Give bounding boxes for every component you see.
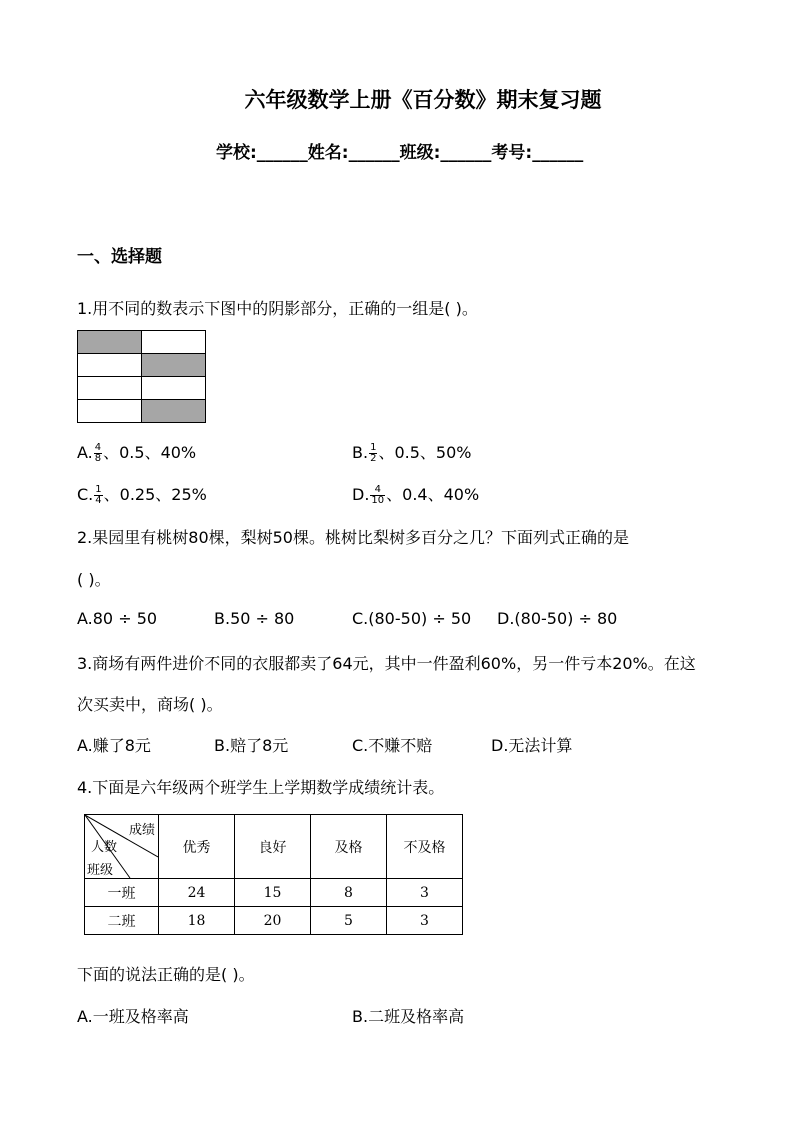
student-info-line: 学校:______姓名:______班级:______考号:______ bbox=[216, 143, 584, 163]
table-cell: 3 bbox=[387, 879, 463, 907]
shaded-grid-figure bbox=[77, 330, 206, 423]
corner-label-mid: 人数 bbox=[91, 840, 118, 855]
question-2-stem-line2: ( )。 bbox=[77, 570, 111, 589]
grid-cell-empty bbox=[78, 377, 142, 400]
option-text: 、0.5、40% bbox=[103, 443, 197, 462]
table-cell: 5 bbox=[311, 907, 387, 935]
grid-cell-empty bbox=[78, 354, 142, 377]
question-4-follow: 下面的说法正确的是( )。 bbox=[77, 965, 255, 984]
option-text: 、0.4、40% bbox=[386, 485, 480, 504]
q2-option-d[interactable]: D.(80-50) ÷ 80 bbox=[497, 609, 618, 628]
table-header: 不及格 bbox=[387, 815, 463, 879]
corner-label-bottom: 班级 bbox=[87, 863, 114, 878]
q4-option-a[interactable]: A.一班及格率高 bbox=[77, 1007, 189, 1026]
q1-option-b[interactable] bbox=[352, 440, 471, 464]
q3-option-b[interactable]: B.赔了8元 bbox=[214, 736, 289, 755]
diagonal-header-cell bbox=[85, 815, 159, 879]
corner-label-top: 成绩 bbox=[129, 823, 156, 838]
grid-cell-empty bbox=[142, 331, 206, 354]
question-2-stem-line1: 2.果园里有桃树80棵，梨树50棵。桃树比梨树多百分之几？下面列式正确的是 bbox=[77, 528, 629, 547]
fraction bbox=[369, 443, 377, 464]
grid-row bbox=[78, 331, 206, 354]
table-cell: 24 bbox=[159, 879, 235, 907]
score-statistics-table bbox=[84, 814, 463, 935]
q1-option-a[interactable] bbox=[77, 440, 196, 464]
grid-cell-shaded bbox=[142, 354, 206, 377]
q3-option-a[interactable]: A.赚了8元 bbox=[77, 736, 151, 755]
grid-cell-shaded bbox=[78, 331, 142, 354]
fraction bbox=[94, 443, 102, 464]
q1-option-d[interactable] bbox=[352, 482, 479, 506]
numerator: 1 bbox=[95, 484, 102, 495]
numerator: 4 bbox=[370, 485, 385, 496]
table-header: 良好 bbox=[235, 815, 311, 879]
grid-cell-empty bbox=[142, 377, 206, 400]
option-letter: D. bbox=[352, 485, 370, 504]
row-label: 一班 bbox=[85, 879, 159, 907]
table-cell: 20 bbox=[235, 907, 311, 935]
denominator: 8 bbox=[94, 453, 102, 464]
option-text: 、0.25、25% bbox=[103, 485, 207, 504]
denominator: 4 bbox=[95, 495, 102, 506]
grid-row bbox=[78, 354, 206, 377]
q3-option-c[interactable]: C.不赚不赔 bbox=[352, 736, 433, 755]
question-3-stem-line2: 次买卖中，商场( )。 bbox=[77, 695, 223, 714]
table-cell: 15 bbox=[235, 879, 311, 907]
denominator: 2 bbox=[370, 453, 377, 464]
page-title: 六年级数学上册《百分数》期末复习题 bbox=[244, 88, 602, 112]
table-header: 优秀 bbox=[159, 815, 235, 879]
q1-option-c[interactable] bbox=[77, 482, 207, 506]
row-label: 二班 bbox=[85, 907, 159, 935]
grid-cell-shaded bbox=[142, 400, 206, 423]
question-4-stem: 4.下面是六年级两个班学生上学期数学成绩统计表。 bbox=[77, 778, 445, 797]
q2-option-b[interactable]: B.50 ÷ 80 bbox=[214, 609, 295, 628]
table-row bbox=[85, 879, 463, 907]
table-header-row bbox=[85, 815, 463, 879]
option-letter: C. bbox=[77, 485, 94, 504]
numerator: 4 bbox=[94, 442, 102, 453]
fraction bbox=[370, 485, 385, 506]
table-cell: 18 bbox=[159, 907, 235, 935]
denominator: 10 bbox=[371, 495, 385, 506]
numerator: 1 bbox=[370, 442, 377, 453]
q2-option-a[interactable]: A.80 ÷ 50 bbox=[77, 609, 158, 628]
q2-option-c[interactable]: C.(80-50) ÷ 50 bbox=[352, 609, 472, 628]
q3-option-d[interactable]: D.无法计算 bbox=[491, 736, 573, 755]
table-cell: 3 bbox=[387, 907, 463, 935]
question-3-stem-line1: 3.商场有两件进价不同的衣服都卖了64元，其中一件盈利60%，另一件亏本20%。在这 bbox=[77, 654, 696, 673]
option-text: 、0.5、50% bbox=[378, 443, 472, 462]
option-letter: A. bbox=[77, 443, 93, 462]
grid-row bbox=[78, 377, 206, 400]
fraction bbox=[94, 485, 102, 506]
table-header: 及格 bbox=[311, 815, 387, 879]
table-row bbox=[85, 907, 463, 935]
option-letter: B. bbox=[352, 443, 369, 462]
q4-option-b[interactable]: B.二班及格率高 bbox=[352, 1007, 465, 1026]
grid-row bbox=[78, 400, 206, 423]
section-heading-choice: 一、选择题 bbox=[77, 247, 162, 267]
question-1-stem: 1.用不同的数表示下图中的阴影部分，正确的一组是( )。 bbox=[77, 299, 478, 318]
table-cell: 8 bbox=[311, 879, 387, 907]
grid-cell-empty bbox=[78, 400, 142, 423]
